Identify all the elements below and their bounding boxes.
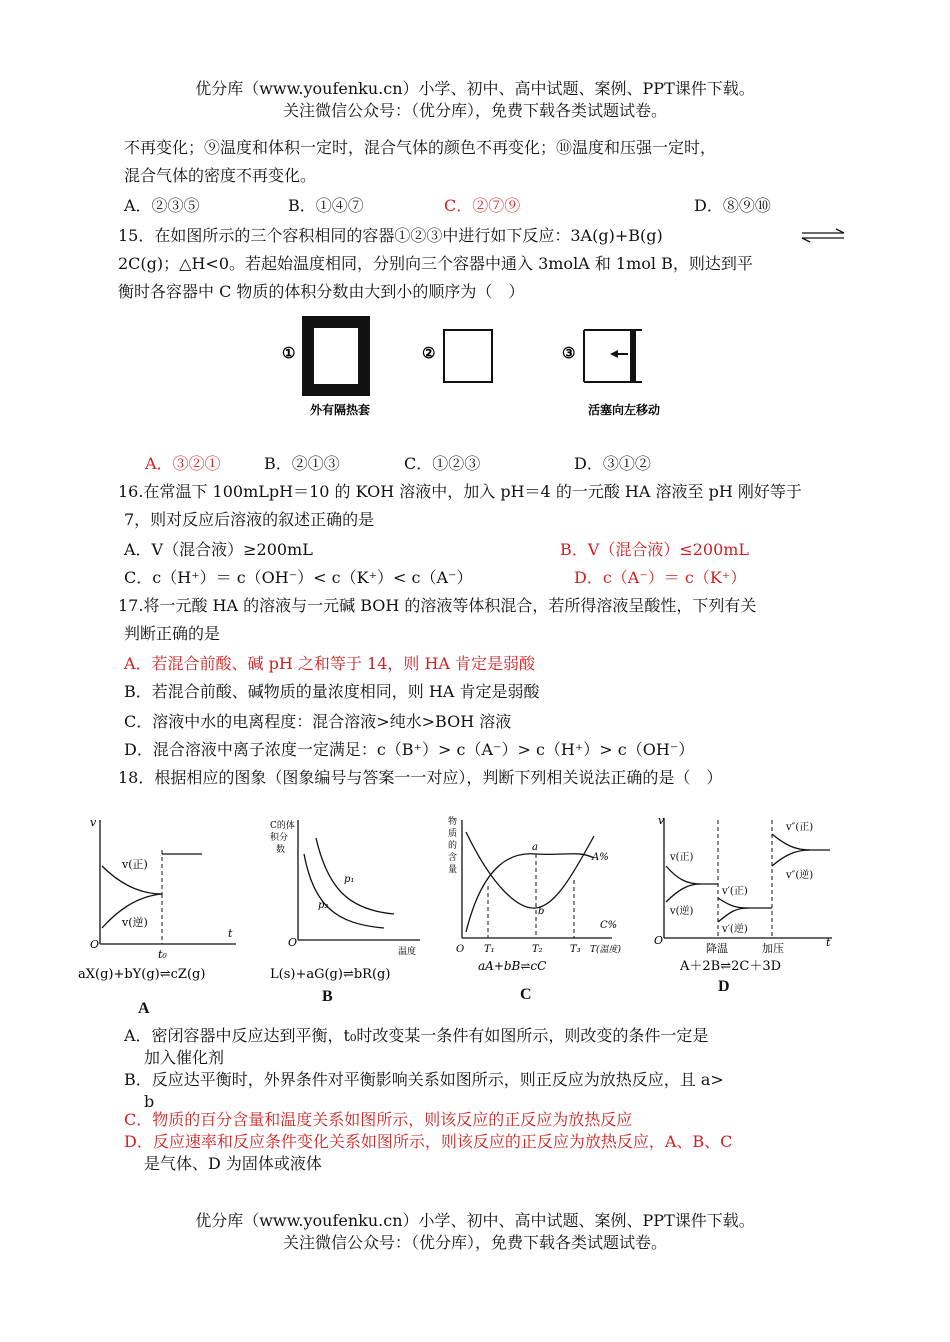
q14-option-b: B．①④⑦ [288, 196, 364, 215]
graph-c-y-label-2: 质 [448, 829, 458, 839]
graph-b-p2-label: p₂ [318, 900, 329, 911]
q16-option-b: B．V（混合液）≤200mL [560, 540, 750, 559]
graph-c-y-label-3: 的 [448, 841, 458, 851]
q17-option-b: B．若混合前酸、碱物质的量浓度相同，则 HA 肯定是弱酸 [124, 682, 540, 701]
header-line-2: 关注微信公众号：（优分库），免费下载各类试题试卷。 [282, 101, 667, 120]
q18-option-b-2: b [144, 1092, 155, 1111]
q16-option-a: A．V（混合液）≥200mL [124, 540, 313, 559]
graph-c-origin: O [456, 944, 465, 955]
graph-c-y-label-4: 含 [448, 853, 458, 863]
equilibrium-arrow-icon [800, 228, 848, 244]
q14-option-d: D．⑧⑨⑩ [694, 196, 771, 215]
graph-c-cpct-label: C% [600, 920, 618, 931]
graph-c-y-label-5: 量 [448, 865, 458, 875]
q15-text-1: 15．在如图所示的三个容积相同的容器①②③中进行如下反应：3A(g)+B(g) [118, 226, 663, 245]
q18-option-b-1: B．反应达平衡时，外界条件对平衡影响关系如图所示，则正反应为放热反应，且 a> [124, 1070, 724, 1089]
graph-b-caption: B [322, 988, 333, 1005]
container-2-box [444, 330, 492, 382]
q14-text-1: 不再变化；⑨温度和体积一定时，混合气体的颜色不再变化；⑩温度和压强一定时， [124, 138, 717, 157]
q14-option-a: A．②③⑤ [124, 196, 200, 215]
q15-option-a: A．③②① [145, 454, 221, 473]
q18-option-a-2: 加入催化剂 [144, 1048, 225, 1067]
graph-a-caption: A [138, 1000, 150, 1017]
graph-a-origin: O [90, 938, 100, 951]
q14-option-c: C．②⑦⑨ [444, 196, 521, 215]
graph-b-p2-curve [304, 854, 384, 928]
container-2-label: ② [422, 344, 436, 362]
graph-a-y-label: v [90, 816, 97, 829]
q16-option-c: C．c（H⁺）＝ c（OH⁻）< c（K⁺）< c（A⁻） [124, 568, 473, 587]
graph-d-y-label: v [658, 814, 665, 827]
q16-option-d: D．c（A⁻）＝ c（K⁺） [574, 568, 747, 587]
graph-b-p1-label: p₁ [344, 874, 355, 885]
container-1-caption: 外有隔热套 [310, 403, 371, 417]
graph-c-t2-label: T₂ [532, 944, 543, 955]
graph-d-cooling-label: 降温 [706, 942, 728, 955]
graph-c-a-percent-curve [466, 854, 594, 932]
graph-d-vr3-label: v″(逆) [786, 870, 814, 881]
graph-c-b-label: b [538, 906, 545, 917]
container-3-label: ③ [562, 344, 576, 362]
graph-c-t3-label: T₃ [570, 944, 581, 955]
container-3-caption: 活塞向左移动 [588, 403, 661, 417]
footer-line-1: 优分库（www.youfenku.cn）小学、初中、高中试题、案例、PPT课件下载。 [195, 1211, 755, 1230]
q18-option-d-2: 是气体、D 为固体或液体 [144, 1154, 322, 1173]
graph-c [444, 810, 634, 986]
q17-text-2: 判断正确的是 [124, 624, 221, 643]
q17-option-a: A．若混合前酸、碱 pH 之和等于 14，则 HA 肯定是弱酸 [124, 654, 536, 673]
container-3-piston [630, 330, 636, 382]
graph-b-x-label: 温度 [398, 947, 417, 957]
container-1-label: ① [282, 344, 296, 362]
q18-option-c: C．物质的百分含量和温度关系如图所示，则该反应的正反应为放热反应 [124, 1110, 633, 1129]
graph-a-t0-label: t₀ [158, 948, 167, 961]
graph-c-caption: C [520, 986, 532, 1003]
q15-option-c: C．①②③ [404, 454, 481, 473]
q15-containers-figure [270, 310, 690, 422]
graph-b-equation: L(s)+aG(g)⇌bR(g) [270, 967, 391, 982]
q15-text-3: 衡时各容器中 C 物质的体积分数由大到小的顺序为（ ） [118, 282, 525, 301]
q18-option-a-1: A．密闭容器中反应达到平衡，t₀时改变某一条件有如图所示，则改变的条件一定是 [124, 1026, 709, 1045]
graph-d [650, 810, 840, 986]
graph-d-vr2-label: v′(逆) [722, 924, 748, 935]
q17-text-1: 17.将一元酸 HA 的溶液与一元碱 BOH 的溶液等体积混合，若所得溶液呈酸性，下列有关 [118, 596, 757, 615]
graph-d-vf-label: v(正) [670, 852, 694, 863]
q17-option-d: D．混合溶液中离子浓度一定满足：c（B⁺）> c（A⁻）> c（H⁺）> c（OH⁻） [124, 740, 695, 759]
footer-line-2: 关注微信公众号：（优分库），免费下载各类试题试卷。 [282, 1233, 667, 1252]
graph-b-origin: O [288, 936, 298, 949]
graph-d-vr-label: v(逆) [670, 906, 694, 917]
graph-a-vf-label: v(正) [122, 858, 148, 871]
graph-b-y-label-1: C的体 [270, 821, 295, 831]
graph-d-caption: D [718, 978, 730, 995]
graph-c-x-label: T(温度) [590, 945, 622, 955]
graph-a [78, 810, 248, 986]
graph-c-t1-label: T₁ [484, 944, 495, 955]
graph-a-x-label: t [228, 927, 233, 940]
graph-c-apct-label: A% [592, 852, 609, 863]
graph-d-pressure-label: 加压 [762, 942, 784, 955]
graph-d-origin: O [654, 934, 664, 947]
q18-option-d-1: D．反应速率和反应条件变化关系如图所示，则该反应的正反应为放热反应，A、B、C [124, 1132, 733, 1151]
graph-b-y-label-3: 数 [276, 845, 286, 855]
q17-option-c: C．溶液中水的电离程度：混合溶液>纯水>BOH 溶液 [124, 712, 512, 731]
graph-d-vf3-label: v″(正) [786, 822, 814, 833]
graph-b [270, 810, 430, 986]
graph-d-equation: A＋2B⇌2C＋3D [680, 959, 782, 974]
q16-text-2: 7，则对反应后溶液的叙述正确的是 [124, 510, 375, 529]
graph-a-equation: aX(g)+bY(g)⇌cZ(g) [78, 967, 206, 982]
graph-c-equation: aA+bB⇌cC [478, 959, 547, 973]
q15-text-2: 2C(g)；△H<0。若起始温度相同，分别向三个容器中通入 3molA 和 1mol B，则达到平 [118, 254, 753, 273]
q15-option-d: D．③①② [574, 454, 651, 473]
q16-text-1: 16.在常温下 100mLpH＝10 的 KOH 溶液中，加入 pH＝4 的一元酸 HA 溶液至 pH 刚好等于 [118, 482, 802, 501]
q14-text-2: 混合气体的密度不再变化。 [124, 166, 317, 185]
graph-c-y-label-1: 物 [448, 817, 458, 827]
graph-b-y-label-2: 积分 [270, 833, 289, 843]
header-line-1: 优分库（www.youfenku.cn）小学、初中、高中试题、案例、PPT课件下载。 [195, 79, 755, 98]
graph-a-vr-label: v(逆) [122, 916, 148, 929]
graph-d-x-label: t [826, 936, 831, 949]
graph-c-a-label: a [532, 842, 538, 853]
graph-c-c-percent-curve [466, 832, 594, 908]
graph-d-vf2-label: v′(正) [722, 886, 748, 897]
q15-option-b: B．②①③ [264, 454, 340, 473]
q18-text-1: 18．根据相应的图象（图象编号与答案一一对应），判断下列相关说法正确的是（ ） [118, 768, 723, 787]
